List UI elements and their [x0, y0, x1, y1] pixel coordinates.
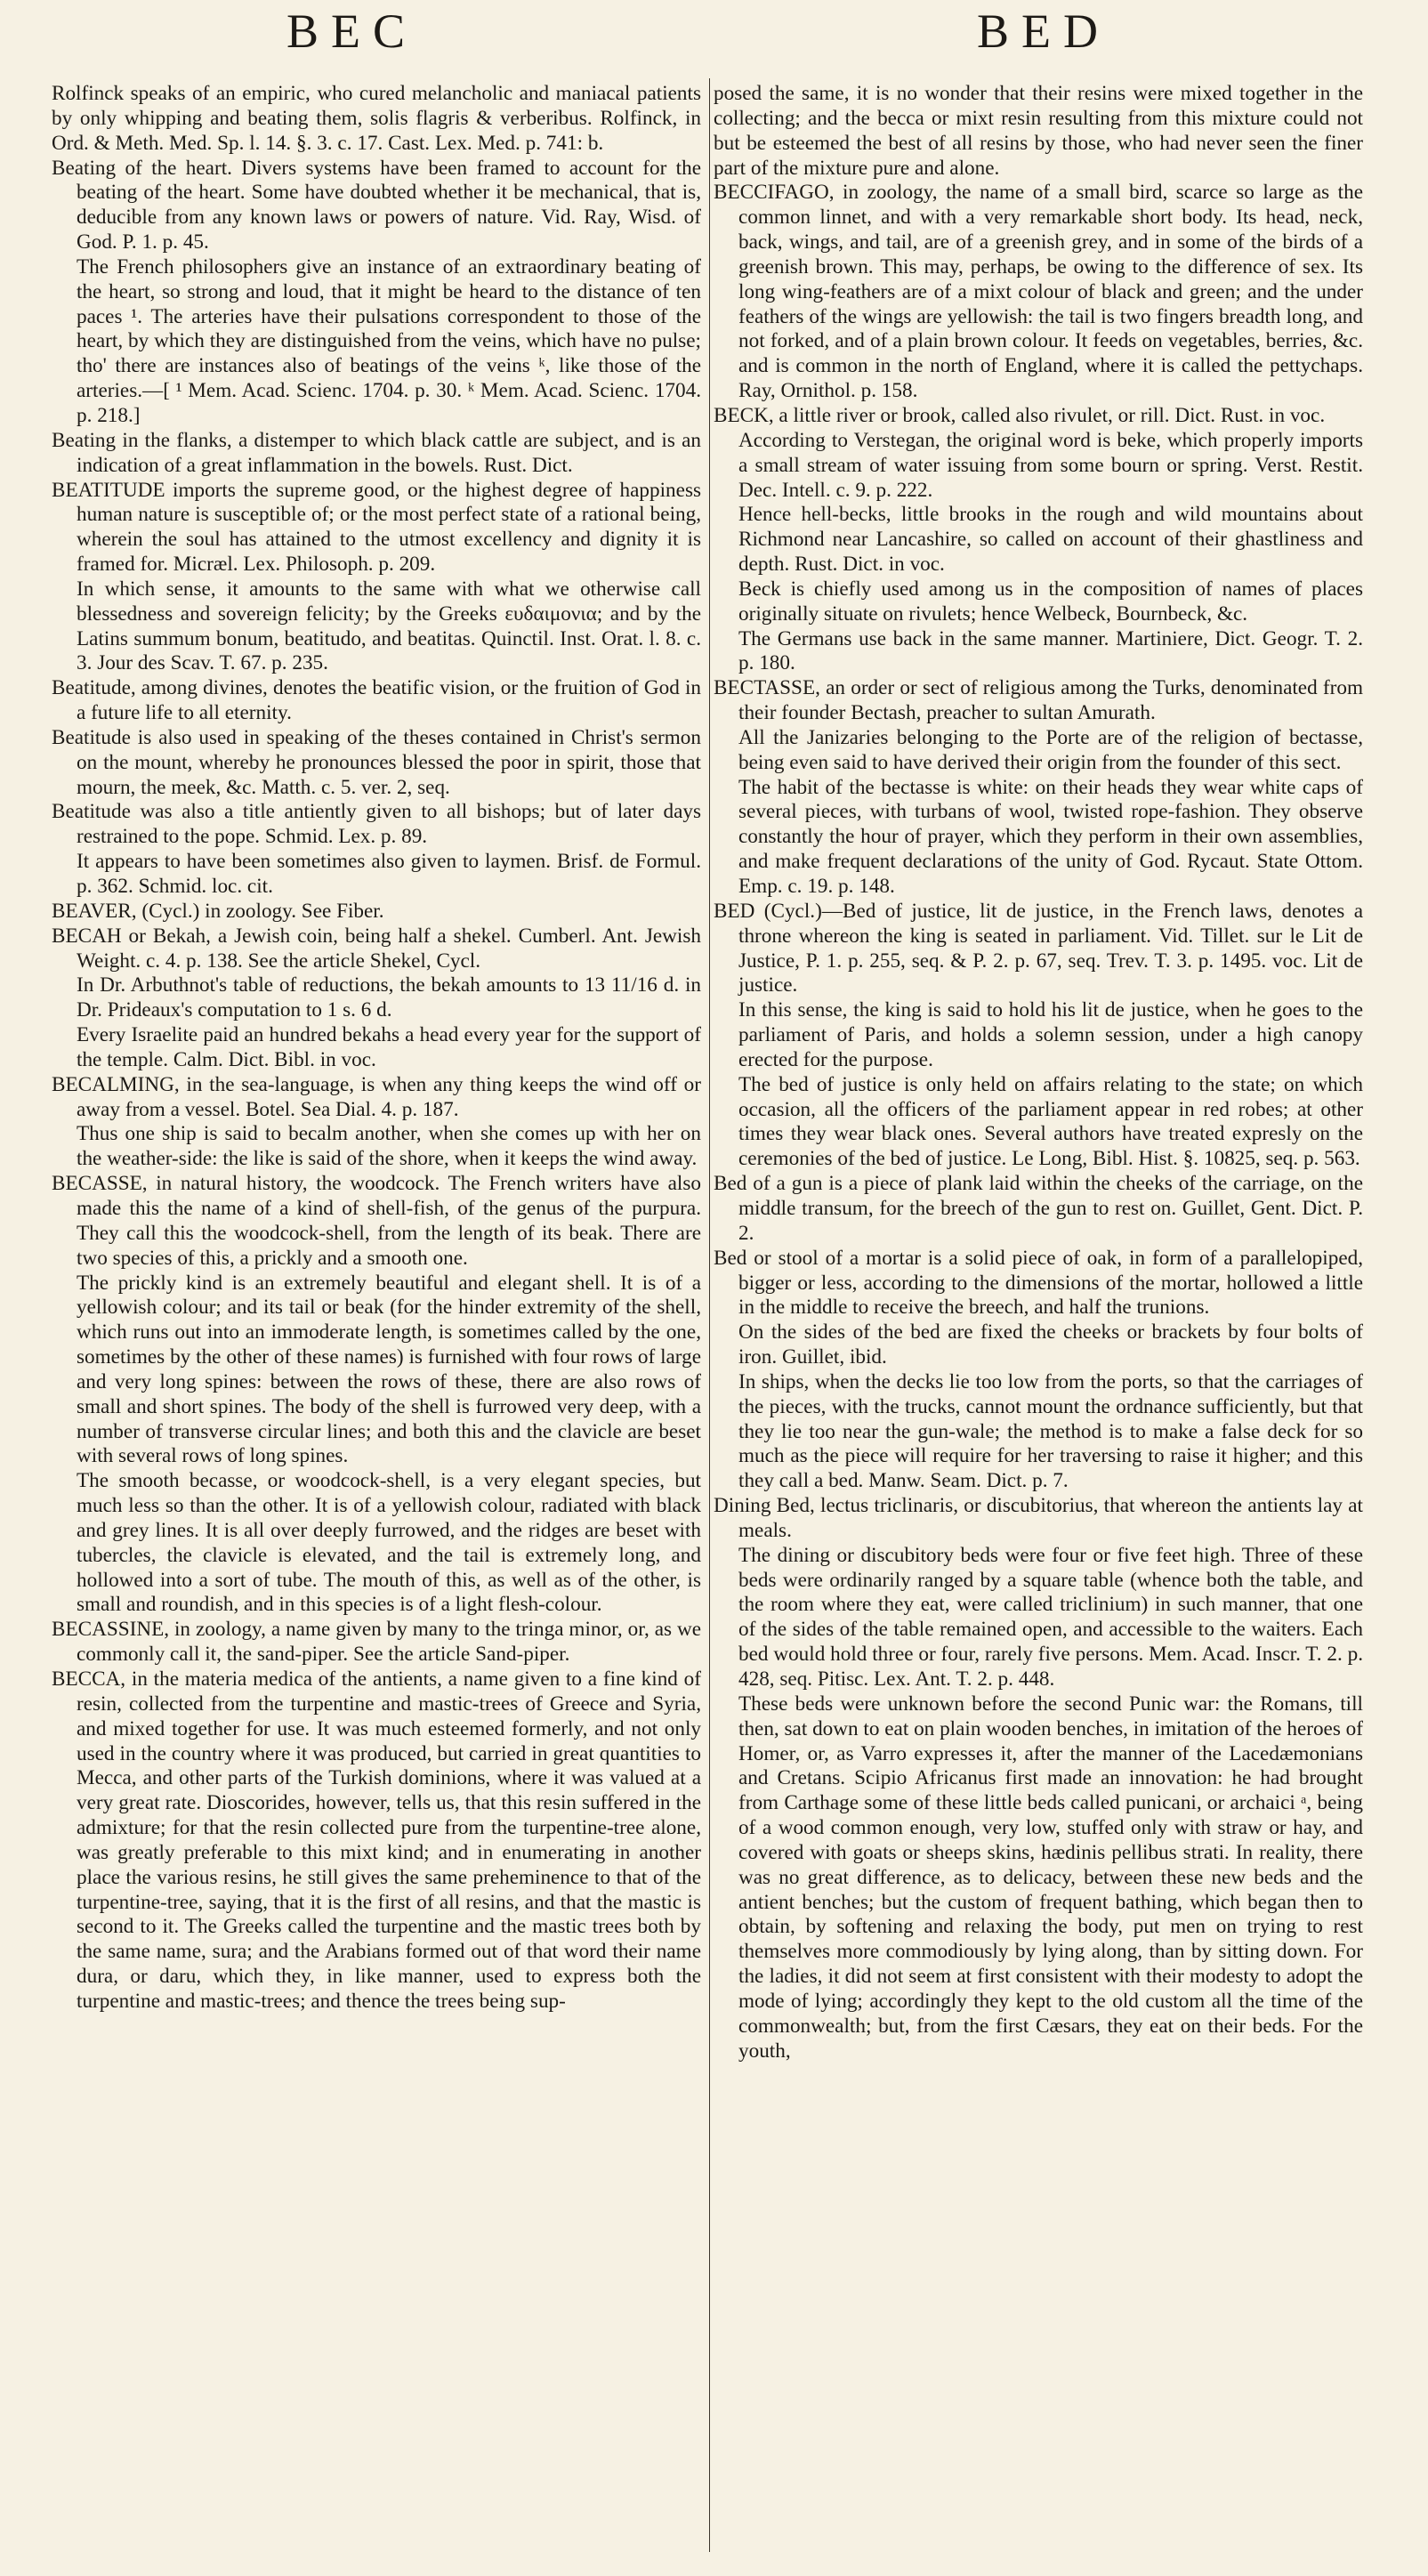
- entry-paragraph: The dining or discubitory beds were four or five feet high. Three of these beds were ordinarily ranged by a square table (whence both the table, and the room where they eat, were called triclinium) in such manner, that one of the sides of the table remained open, and accessible to the waiters. Each bed would hold three or four, rarely five persons. Mem. Acad. Inscr. T. 2. p. 428, seq. Pitisc. Lex. Ant. T. 2. p. 448.: [738, 1543, 1363, 1691]
- running-head-right: BED: [977, 4, 1110, 58]
- dictionary-entry: BECALMING, in the sea-language, is when any thing keeps the wind off or away from a vessel. Botel. Sea Dial. 4. p. 187.: [52, 1072, 701, 1121]
- entry-paragraph: Rolfinck speaks of an empiric, who cured melancholic and maniacal patients by only whipping and beating them, solis flagris & verberibus. Rolfinck, in Ord. & Meth. Med. Sp. l. 14. §. 3. c. 17. Cast. Lex. Med. p. 741: b.: [52, 82, 701, 155]
- entry-paragraph: In Dr. Arbuthnot's table of reductions, the bekah amounts to 13 11/16 d. in Dr. Prideaux's computation to 1 s. 6 d.: [77, 973, 701, 1022]
- right-column: [714, 82, 1363, 2564]
- page-header: [0, 0, 1428, 69]
- entry-paragraph: It appears to have been sometimes also given to laymen. Brisf. de Formul. p. 362. Schmid. loc. cit.: [77, 850, 701, 898]
- dictionary-entry: BEAVER, (Cycl.) in zoology. See Fiber.: [52, 899, 384, 923]
- entry-paragraph: These beds were unknown before the second Punic war: the Romans, till then, sat down to eat on plain wooden benches, in imitation of the heroes of Homer, or, as Varro expresses it, after the manner of the Lacedæmonians and Cretans. Scipio Africanus first made an innovation: he had brought from Carthage some of these little beds called punicani, or archaici ᵃ, being of a wood common enough, very low, stuffed only with straw or hay, and covered with goats or sheeps skins, hædinis pellibus strati. In reality, there was no great difference, as to delicacy, between these new beds and the antient benches; but the custom of frequent bathing, which began then to obtain, by softening and relaxing the body, put men on trying to rest themselves more commodiously by lying along, than by sitting down. For the ladies, it did not seem at first consistent with their modesty to adopt the mode of lying; accordingly they kept to the old custom all the time of the commonwealth; but, from the first Cæsars, they eat on their beds. For the youth,: [738, 1692, 1363, 2063]
- dictionary-entry: BECASSINE, in zoology, a name given by many to the tringa minor, or, as we commonly call it, the sand-piper. See the article Sand-piper.: [52, 1618, 701, 1667]
- dictionary-entry: Beatitude was also a title antiently given to all bishops; but of later days restrained to the pope. Schmid. Lex. p. 89.: [52, 800, 701, 849]
- dictionary-entry: BECASSE, in natural history, the woodcock. The French writers have also made this the name of a kind of shell-fish, of the genus of the purpura. They call this the woodcock-shell, from the length of its beak. There are two species of this, a prickly and a smooth one.: [52, 1172, 701, 1270]
- dictionary-entry: BECCIFAGO, in zoology, the name of a small bird, scarce so large as the common linnet, and with a very remarkable short body. Its head, neck, back, wings, and tail, are of a greenish grey, and in some of the birds of a greenish brown. This may, perhaps, be owing to the difference of sex. Its long wing-feathers are of a mixt colour of black and green; and the under feathers of the wings are yellowish: the tail is two fingers breadth long, and not forked, and of a plain brown colour. It feeds on vegetables, berries, &c. and is common in the north of England, where it is called the pettychaps. Ray, Ornithol. p. 158.: [714, 181, 1363, 403]
- dictionary-entry: Beatitude, among divines, denotes the beatific vision, or the fruition of God in a future life to all eternity.: [52, 676, 701, 725]
- dictionary-entry: BECAH or Bekah, a Jewish coin, being half a shekel. Cumberl. Ant. Jewish Weight. c. 4. p. 138. See the article Shekel, Cycl.: [52, 924, 701, 973]
- entry-paragraph: All the Janizaries belonging to the Porte are of the religion of bectasse, being even said to have derived their origin from the founder of this sect.: [738, 725, 1363, 774]
- entry-paragraph: In this sense, the king is said to hold his lit de justice, when he goes to the parliament of Paris, and holds a solemn session, under a high canopy erected for the purpose.: [738, 998, 1363, 1071]
- entry-paragraph: The French philosophers give an instance of an extraordinary beating of the heart, so strong and loud, that it might be heard to the distance of ten paces ¹. The arteries have their pulsations correspondent to those of the heart, by which they are distinguished from the veins, which have no pulse; tho' there are instances also of beatings of the veins ᵏ, like those of the arteries.—[ ¹ Mem. Acad. Scienc. 1704. p. 30. ᵏ Mem. Acad. Scienc. 1704. p. 218.]: [77, 254, 701, 427]
- dictionary-entry: BECK, a little river or brook, called also rivulet, or rill. Dict. Rust. in voc.: [714, 403, 1326, 427]
- entry-paragraph: On the sides of the bed are fixed the cheeks or brackets by four bolts of iron. Guillet, ibid.: [738, 1320, 1363, 1369]
- dictionary-entry: BECTASSE, an order or sect of religious among the Turks, denominated from their founder Bectash, preacher to sultan Amurath.: [714, 676, 1363, 725]
- entry-paragraph: Thus one ship is said to becalm another, when she comes up with her on the weather-side: the like is said of the shore, when it keeps the wind away.: [77, 1122, 701, 1171]
- dictionary-entry: Dining Bed, lectus triclinaris, or discubitorius, that whereon the antients lay at meals.: [714, 1494, 1363, 1542]
- entry-paragraph: According to Verstegan, the original word is beke, which properly imports a small stream of water issuing from some bourn or spring. Verst. Restit. Dec. Intell. c. 9. p. 222.: [738, 428, 1363, 502]
- entry-paragraph: The smooth becasse, or woodcock-shell, is a very elegant species, but much less so than the other. It is of a yellowish colour, radiated with black and grey lines. It is all over deeply furrowed, and the ridges are beset with tubercles, the clavicle is elevated, and the tail is extremely long, and hollowed into a sort of tube. The mouth of this, as well as of the other, is small and roundish, and in this species is of a light flesh-colour.: [77, 1469, 701, 1617]
- entry-paragraph: Beck is chiefly used among us in the composition of names of places originally situate on rivulets; hence Welbeck, Bournbeck, &c.: [738, 577, 1363, 626]
- dictionary-entry: BED (Cycl.)—Bed of justice, lit de justice, in the French laws, denotes a throne whereon the king is seated in parliament. Vid. Tillet. sur le Lit de Justice, P. 1. p. 255, seq. & P. 2. p. 67, seq. Trev. T. 3. p. 1495. voc. Lit de justice.: [714, 899, 1363, 997]
- entry-paragraph: The prickly kind is an extremely beautiful and elegant shell. It is of a yellowish colour; and its tail or beak (for the hinder extremity of the shell, which runs out into an immoderate length, is sometimes called by the one, sometimes by the other of these names) is furnished with four rows of large and very long spines: between the rows of these, there are also rows of small and short spines. The body of the shell is furrowed very deep, with a number of transverse circular lines; and both this and the clavicle are beset with several rows of long spines.: [77, 1271, 701, 1468]
- entry-paragraph: Hence hell-becks, little brooks in the rough and wild mountains about Richmond near Lancashire, so called on account of their ghastliness and depth. Rust. Dict. in voc.: [738, 503, 1363, 577]
- dictionary-entry: Bed of a gun is a piece of plank laid within the cheeks of the carriage, on the middle transum, for the breech of the gun to rest on. Guillet, Gent. Dict. P. 2.: [714, 1172, 1363, 1245]
- dictionary-entry: BEATITUDE imports the supreme good, or the highest degree of happiness human nature is susceptible of; or the most perfect state of a rational being, wherein the soul has attained to the utmost excellency and dignity it is framed for. Micræl. Lex. Philosoph. p. 209.: [52, 478, 701, 577]
- dictionary-entry: Beating in the flanks, a distemper to which black cattle are subject, and is an indication of a great inflammation in the bowels. Rust. Dict.: [52, 428, 701, 477]
- left-column: [52, 82, 701, 2564]
- entry-paragraph: The habit of the bectasse is white: on their heads they wear white caps of several pieces, with turbans of wool, twisted rope-fashion. They observe constantly the hour of prayer, which they perform in their own assemblies, and make frequent declarations of the unity of God. Rycaut. State Ottom. Emp. c. 19. p. 148.: [738, 775, 1363, 898]
- dictionary-entry: BECCA, in the materia medica of the antients, a name given to a fine kind of resin, collected from the turpentine and mastic-trees of Greece and Syria, and mixed together for use. It was much esteemed formerly, and not only used in the country where it was produced, but carried in great quantities to Mecca, and other parts of the Turkish dominions, where it was valued at a very great rate. Dioscorides, however, tells us, that this resin suffered in the admixture; for that the resin collected pure from the turpentine-tree alone, was greatly preferable to this mixt kind; and in enumerating in another place the various resins, he still gives the same preheminence to that of the turpentine-tree, saying, that it is the first of all resins, and that the mastic is second to it. The Greeks called the turpentine and the mastic trees both by the same name, sura; and the Arabians formed out of that word their name dura, or daru, which they, in like manner, used to express both the turpentine and mastic-trees; and thence the trees being sup-: [52, 1668, 701, 2013]
- entry-paragraph: posed the same, it is no wonder that their resins were mixed together in the collecting; and the becca or mixt resin resulting from this mixture could not but be esteemed the best of all resins by those, who had never seen the finer part of the mixture pure and alone.: [714, 82, 1363, 180]
- entry-paragraph: The Germans use back in the same manner. Martiniere, Dict. Geogr. T. 2. p. 180.: [738, 626, 1363, 675]
- dictionary-entry: Bed or stool of a mortar is a solid piece of oak, in form of a parallelopiped, bigger or less, according to the dimensions of the mortar, hollowed a little in the middle to receive the breech, and half the trunions.: [714, 1246, 1363, 1320]
- dictionary-entry: Beatitude is also used in speaking of the theses contained in Christ's sermon on the mount, whereby he pronounces blessed the poor in spirit, those that mourn, the meek, &c. Matth. c. 5. ver. 2, seq.: [52, 725, 701, 799]
- running-head-left: BEC: [286, 4, 418, 58]
- column-divider: [709, 78, 710, 2552]
- entry-paragraph: Every Israelite paid an hundred bekahs a head every year for the support of the temple. Calm. Dict. Bibl. in voc.: [77, 1023, 701, 1071]
- entry-paragraph: In ships, when the decks lie too low from the ports, so that the carriages of the pieces, with the trucks, cannot mount the ordnance sufficiently, but that they lie too near the gun-wale; the method is to make a false deck for so much as the piece will require for her traversing to raise it higher; and this they call a bed. Manw. Seam. Dict. p. 7.: [738, 1369, 1363, 1493]
- dictionary-entry: Beating of the heart. Divers systems have been framed to account for the beating of the heart. Some have doubted whether it be mechanical, that is, deducible from any known laws or powers of nature. Vid. Ray, Wisd. of God. P. 1. p. 45.: [52, 156, 701, 254]
- entry-paragraph: In which sense, it amounts to the same with what we otherwise call blessedness and sovereign felicity; by the Greeks ευδαιμονια; and by the Latins summum bonum, beatitudo, and beatitas. Quinctil. Inst. Orat. l. 8. c. 3. Jour des Scav. T. 67. p. 235.: [77, 577, 701, 675]
- entry-paragraph: The bed of justice is only held on affairs relating to the state; on which occasion, all the officers of the parliament appear in red robes; at other times they wear black ones. Several authors have treated expresly on the ceremonies of the bed of justice. Le Long, Bibl. Hist. §. 10825, seq. p. 563.: [738, 1072, 1363, 1171]
